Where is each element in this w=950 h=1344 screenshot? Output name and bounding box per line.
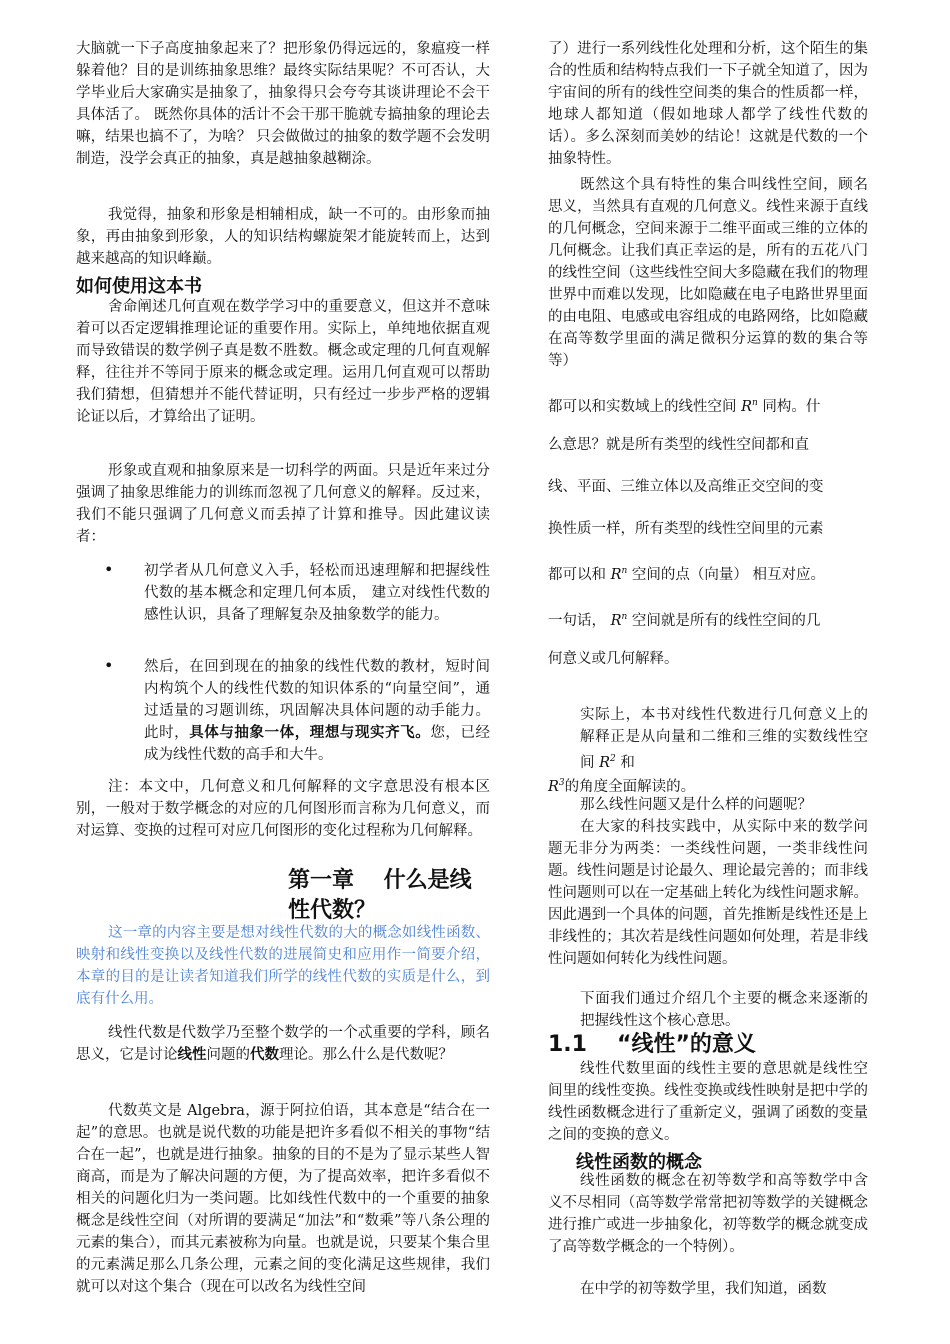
- paragraph-continued: 了）进行一系列线性化处理和分析，这个陌生的集合的性质和结构特点我们一下子就全知道了，因为宇宙间的所有的线性空间类的集合的性质都一样，地球人都知道（假如地球人都学了线性代数的话）。多么深刻而美妙的结论！这就是代数的一个抽象特性。: [548, 41, 868, 167]
- bullet-text: 您，已经成为线性代数的高手和大牛。: [144, 725, 491, 763]
- math-base: R: [741, 398, 753, 415]
- text: 和: [615, 754, 635, 771]
- rn-symbol: [611, 613, 628, 629]
- text-line: 换性质一样，所有类型的线性空间里的元素: [548, 521, 824, 537]
- chapter-intro: 这一章的内容主要是想对线性代数的大的概念如线性函数、映射和线性变换以及线性代数的进展简史和应用作一简要介绍，本章的目的是让读者知道我们所学的线性代数的实质是什么，到底有什么用。: [76, 925, 490, 1007]
- paragraph-what-is-algebra: [76, 1022, 490, 1066]
- paragraph-book-approach: [580, 704, 868, 774]
- text: 一句话，: [548, 612, 611, 629]
- text: 理论。那么什么是代数呢？: [279, 1047, 453, 1063]
- heading-how-to-use: 如何使用这本书: [76, 276, 202, 297]
- text: 的角度全面解读的。: [564, 778, 696, 795]
- paragraph-linear-space: 既然这个具有特性的集合叫线性空间，顾名思义，当然具有直观的几何意义。线性来源于直线的几何概念，空间来源于二维平面或三维的立体的几何概念。让我们真正幸运的是，所有的五花八门的线性空间（这些线性空间大多隐藏在我们的物理世界中而难以发现，比如隐藏在电子电路世界里面的由电阻、电感或电容组成的电路网络，比如隐藏在高等数学里面的满足微积分运算的数的集合等等）: [548, 177, 868, 369]
- text: 空间的点（向量） 相互对应。: [627, 566, 826, 583]
- math-sup: n: [621, 612, 628, 622]
- math-base: R: [599, 754, 611, 771]
- text-line: 么意思？就是所有类型的线性空间都和直: [548, 437, 809, 453]
- paragraph-two-sides: 形象或直观和抽象原来是一切科学的两面。只是近年来过分强调了抽象思维能力的训练而忽视了几何意义的解释。反过来，我们不能只强调了几何意义而丢掉了计算和推导。因此建议读者：: [76, 463, 490, 545]
- chapter-title: 第一章 什么是线性代数？: [288, 868, 472, 923]
- paragraph-middle-school: 在中学的初等数学里，我们知道，函数: [580, 1281, 827, 1297]
- r2-symbol: [599, 755, 616, 771]
- math-base: R: [610, 612, 622, 629]
- bullet-marker: •: [104, 656, 114, 675]
- bullet-item-then: [144, 656, 490, 766]
- paragraph-algebra-origin: 代数英文是 Algebra，源于阿拉伯语，其本意是“结合在一起”的意思。也就是说代数的功能是把许多看似不相关的事物“结合在一起”，也就是进行抽象。抽象的目的不是为了显示某些人智商高，而是为了解决问题的方便，为了提高效率，把许多看似不相关的问题化归为一类问题。比如线性代数中的一个重要的抽象概念是线性空间（对所谓的要满足“加法”和“数乘”等八条公理的元素的集合），而其元素被称为向量。也就是说，只要某个集合里的元素满足那么几条公理，元素之间的变化满足这些规律，我们就可以对这个集合（现在可以改名为线性空间: [76, 1103, 490, 1295]
- paragraph-note: 注：本文中，几何意义和几何解释的文字意思没有根本区别，一般对于数学概念的对应的几何图形而言称为几何意义，而对运算、变换的过程可对应几何图形的变化过程称为几何解释。: [76, 779, 490, 839]
- math-sup: 2: [610, 754, 616, 764]
- paragraph-linear-function: 线性函数的概念在初等数学和高等数学中含义不尽相同（高等数学常常把初等数学的关键概念进行推广或进一步抽象化，初等数学的概念就变成了高等数学概念的一个特例）。: [548, 1173, 868, 1255]
- math-sup: n: [621, 566, 628, 576]
- math-sup: n: [752, 398, 758, 408]
- paragraph-linear-meaning: 线性代数里面的线性主要的意思就是线性空间里的线性变换。线性变换或线性映射是把中学的线性函数概念进行了重新定义，强调了函数的变量之间的变换的意义。: [548, 1061, 868, 1143]
- paragraph-two-kinds: 在大家的科技实践中，从实际中来的数学问题无非分为两类：一类线性问题，一类非线性问题。线性问题是讨论最久、理论最完善的；而非线性问题则可以在一定基础上转化为线性问题求解。因此遇到一个具体的问题，首先推断是线性还是上非线性的；其次若是线性问题如何处理，若是非线性问题如何转化为线性问题。: [548, 819, 868, 967]
- text-line: [548, 606, 868, 632]
- bold-text: 线性: [177, 1046, 207, 1063]
- bold-text: 代数: [250, 1046, 279, 1063]
- section-heading: [548, 1030, 756, 1060]
- text-line: [548, 392, 868, 418]
- paragraph-next: 下面我们通过介绍几个主要的概念来逐渐的把握线性这个核心意思。: [580, 991, 868, 1029]
- section-number: 1.1: [548, 1032, 587, 1057]
- math-sup: 3: [558, 778, 565, 788]
- paragraph-geometric-intuition: 舍命阐述几何直观在数学学习中的重要意义，但这并不意味着可以否定逻辑推理论证的重要作用。实际上，单纯地依据直观而导致错误的数学例子真是数不胜数。概念或定理的几何直观解释，往往并不等同于原来的概念或定理。运用几何直观可以帮助我们猜想，但猜想并不能代替证明，只有经过一步步严格的逻辑论证以后，才算给出了证明。: [76, 299, 490, 425]
- text: 线性代数是代数学乃至整个数学的一个忒重要的学科，顾名思义，它是讨论: [76, 1025, 490, 1063]
- text-line: [548, 560, 868, 586]
- bullet-text: 然后，在回到现在的抽象的线性代数的教材，短时间内构筑个人的线性代数的知识体系的“向量空间”，通过适量的习题训练，巩固解决具体问题的动手能力。此时，: [144, 659, 490, 741]
- subheading-linear-function: 线性函数的概念: [576, 1152, 702, 1173]
- rn-symbol: [741, 399, 758, 415]
- r3-symbol: [548, 779, 565, 795]
- text: 都可以和: [548, 566, 611, 583]
- paragraph-abstract-and-image: 我觉得，抽象和形象是相辅相成，缺一不可的。由形象而抽象，再由抽象到形象，人的知识结构螺旋架才能旋转而上，达到越来越高的知识峰巅。: [76, 207, 490, 267]
- text: 问题的: [206, 1047, 250, 1063]
- math-base: R: [548, 778, 559, 795]
- paragraph-abstract-critique: 大脑就一下子高度抽象起来了？把形象仍得远远的，象瘟疫一样躲着他？目的是训练抽象思维？最终实际结果呢？不可否认，大学毕业后大家确实是抽象了，抽象得只会夸夸其谈讲理论不会干具体活了。 既然你具体的活计不会干那干脆就专搞抽象的理论去嘛，结果也搞不了，为啥？ 只会做做过的抽象的数学题不会发明制造，没学会真正的抽象，真是越抽象越糊涂。: [76, 41, 490, 167]
- text-line: 线、平面、三维立体以及高维正交空间的变: [548, 479, 824, 495]
- bullet-item-beginners: 初学者从几何意义入手，轻松而迅速理解和把握线性代数的基本概念和定理几何本质， 建立对线性代数的感性认识，具备了理解复杂及抽象数学的能力。: [144, 563, 490, 623]
- rn-symbol: [611, 567, 628, 583]
- bullet-marker: •: [104, 560, 114, 579]
- text-line: 何意义或几何解释。: [548, 651, 679, 667]
- math-base: R: [610, 566, 622, 583]
- section-title: “线性”的意义: [616, 1032, 756, 1057]
- bullet-bold-text: 具体与抽象一体，理想与现实齐飞。: [189, 724, 431, 741]
- text: 实际上，本书对线性代数进行几何意义上的解释正是从向量和二维和三维的实数线性空间: [580, 707, 868, 771]
- text: 同构。什: [757, 398, 821, 415]
- text: 空间就是所有的线性空间的几: [627, 612, 821, 629]
- paragraph-question: 那么线性问题又是什么样的问题呢？: [580, 797, 812, 813]
- text: 都可以和实数域上的线性空间: [548, 398, 742, 415]
